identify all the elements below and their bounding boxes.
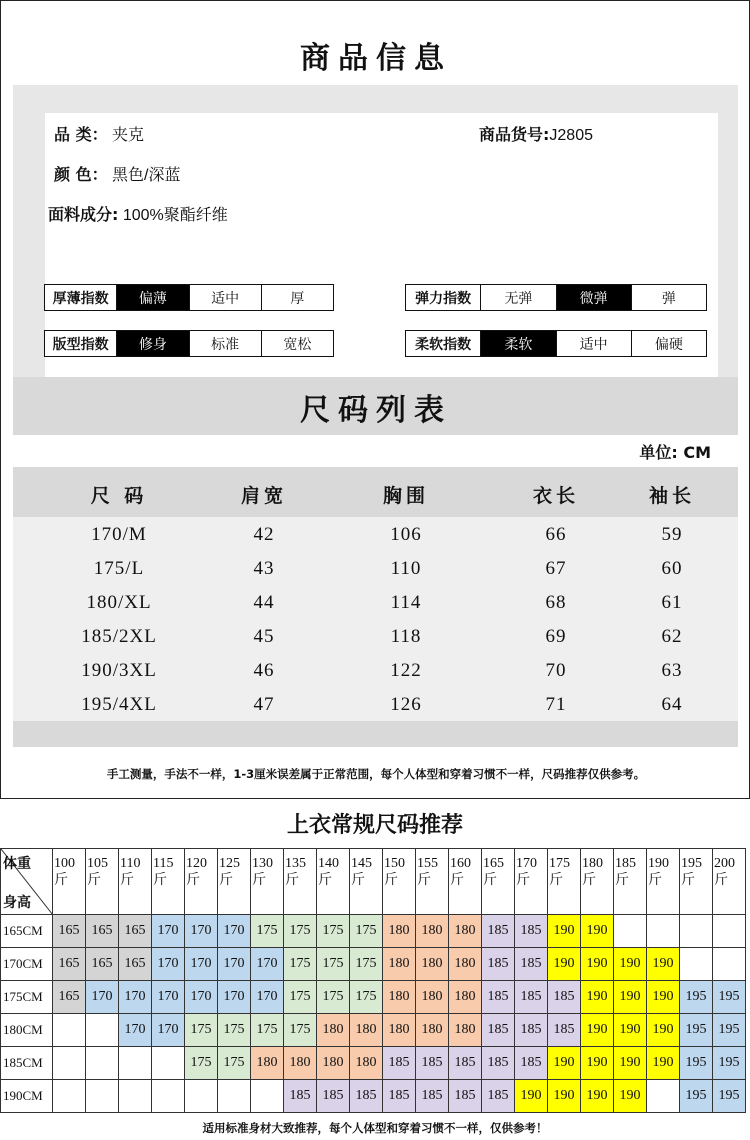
weight-value: 190	[648, 856, 669, 871]
size-table-cell: 122	[390, 660, 422, 681]
category-value: 夹克	[112, 127, 145, 144]
thickness-option-thick: 厚	[261, 285, 333, 310]
recommend-cell: 195	[680, 1014, 713, 1047]
size-table-cell: 44	[253, 592, 275, 613]
weight-header	[317, 849, 350, 915]
size-table-cell: 62	[661, 626, 683, 647]
size-table-cell: 66	[545, 524, 567, 545]
weight-unit: 斤	[54, 873, 68, 888]
recommend-cell: 170	[152, 948, 185, 981]
recommend-cell: 170	[152, 981, 185, 1014]
recommend-cell	[86, 1080, 119, 1113]
size-row-label: 195/4XL	[81, 694, 157, 715]
recommend-row	[1, 981, 746, 1014]
height-label: 185CM	[1, 1047, 53, 1080]
color-label: 颜 色：	[54, 165, 108, 184]
size-table-cell: 45	[253, 626, 275, 647]
weight-header	[350, 849, 383, 915]
recommend-cell	[53, 1014, 86, 1047]
weight-unit: 斤	[648, 873, 662, 888]
recommend-cell: 190	[581, 1047, 614, 1080]
recommend-cell: 170	[119, 981, 152, 1014]
elasticity-option-stretch: 弹	[631, 285, 706, 310]
size-table-cell: 126	[390, 694, 422, 715]
weight-unit: 斤	[714, 873, 728, 888]
recommend-cell: 180	[449, 948, 482, 981]
recommend-cell: 185	[482, 1014, 515, 1047]
size-row-label: 170/M	[91, 524, 147, 545]
weight-value: 170	[516, 856, 537, 871]
weight-value: 145	[351, 856, 372, 871]
fabric-row	[48, 202, 228, 225]
weight-header	[548, 849, 581, 915]
recommend-cell: 180	[449, 981, 482, 1014]
col-head-shoulder: 肩宽	[240, 485, 288, 507]
recommend-cell: 185	[482, 948, 515, 981]
col-head-chest: 胸围	[382, 485, 430, 507]
recommend-cell: 185	[416, 1047, 449, 1080]
recommend-cell: 190	[581, 1014, 614, 1047]
weight-header	[86, 849, 119, 915]
weight-unit: 斤	[153, 873, 167, 888]
recommend-cell: 170	[185, 981, 218, 1014]
recommend-cell: 190	[581, 948, 614, 981]
recommend-cell	[86, 1047, 119, 1080]
height-axis-label: 身高	[3, 896, 31, 911]
weight-header	[449, 849, 482, 915]
recommend-cell: 190	[614, 1047, 647, 1080]
weight-header	[680, 849, 713, 915]
recommend-cell: 175	[185, 1014, 218, 1047]
recommend-cell: 170	[218, 915, 251, 948]
softness-option-medium: 适中	[556, 331, 631, 356]
weight-value: 120	[186, 856, 207, 871]
recommend-cell: 175	[284, 948, 317, 981]
recommend-row	[1, 948, 746, 981]
recommend-cell: 195	[713, 1080, 746, 1113]
recommend-cell: 180	[317, 1014, 350, 1047]
recommend-cell: 170	[251, 981, 284, 1014]
recommend-cell: 190	[581, 1080, 614, 1113]
recommend-cell: 195	[713, 981, 746, 1014]
recommend-cell: 170	[152, 1014, 185, 1047]
weight-value: 155	[417, 856, 438, 871]
col-head-size: 尺 码	[90, 485, 148, 507]
weight-value: 180	[582, 856, 603, 871]
item-no-value: J2805	[549, 127, 593, 144]
recommend-cell: 175	[317, 948, 350, 981]
recommend-cell: 185	[449, 1047, 482, 1080]
thickness-option-thin: 偏薄	[116, 285, 188, 310]
fabric-value: 100%聚酯纤维	[122, 207, 228, 224]
weight-value: 160	[450, 856, 471, 871]
size-table-cell: 43	[253, 558, 275, 579]
size-table-cell: 46	[253, 660, 275, 681]
softness-index-label: 柔软指数	[415, 336, 472, 353]
recommend-cell: 175	[251, 1014, 284, 1047]
weight-unit: 斤	[120, 873, 134, 888]
fit-index	[44, 330, 334, 357]
fabric-label: 面料成分:	[48, 205, 119, 224]
recommend-cell: 190	[647, 1014, 680, 1047]
recommend-cell: 185	[548, 1014, 581, 1047]
recommend-cell: 180	[383, 1014, 416, 1047]
softness-index	[405, 330, 707, 357]
recommend-row	[1, 1080, 746, 1113]
size-table-cell: 69	[545, 626, 567, 647]
height-label: 165CM	[1, 915, 53, 948]
recommend-row	[1, 915, 746, 948]
weight-header	[152, 849, 185, 915]
recommend-cell	[152, 1080, 185, 1113]
recommend-cell: 195	[713, 1014, 746, 1047]
size-table-cell: 70	[545, 660, 567, 681]
recommend-cell: 185	[515, 915, 548, 948]
weight-header	[383, 849, 416, 915]
size-table-cell: 110	[390, 558, 422, 579]
recommend-cell: 165	[119, 948, 152, 981]
weight-value: 140	[318, 856, 339, 871]
weight-value: 100	[54, 856, 75, 871]
recommend-row	[1, 1047, 746, 1080]
recommend-cell: 185	[284, 1080, 317, 1113]
recommend-cell: 180	[383, 948, 416, 981]
recommend-cell	[185, 1080, 218, 1113]
recommend-cell: 185	[383, 1080, 416, 1113]
recommend-cell: 180	[317, 1047, 350, 1080]
weight-header	[482, 849, 515, 915]
recommend-cell: 175	[317, 915, 350, 948]
weight-unit: 斤	[516, 873, 530, 888]
recommend-cell: 190	[614, 1080, 647, 1113]
recommend-cell: 180	[449, 1014, 482, 1047]
product-info-title: 商品信息	[300, 41, 452, 76]
recommend-cell: 180	[416, 948, 449, 981]
size-table-cell: 47	[253, 694, 275, 715]
weight-unit: 斤	[615, 873, 629, 888]
recommend-cell: 185	[482, 981, 515, 1014]
measure-note: 手工测量，手法不一样，1-3厘米误差属于正常范围，每个人体型和穿着习惯不一样，尺码推荐仅供参考。	[106, 767, 646, 781]
weight-unit: 斤	[681, 873, 695, 888]
recommend-cell	[251, 1080, 284, 1113]
weight-value: 150	[384, 856, 405, 871]
col-head-length: 衣长	[532, 485, 580, 507]
recommend-cell: 165	[53, 981, 86, 1014]
weight-value: 135	[285, 856, 306, 871]
recommend-cell	[680, 948, 713, 981]
recommend-cell: 170	[152, 915, 185, 948]
recommend-cell: 190	[548, 948, 581, 981]
size-row-label: 185/2XL	[81, 626, 157, 647]
recommend-cell: 175	[284, 1014, 317, 1047]
weight-header	[515, 849, 548, 915]
recommend-cell: 185	[317, 1080, 350, 1113]
recommend-cell: 180	[449, 915, 482, 948]
fit-option-standard: 标准	[189, 331, 261, 356]
elasticity-index-label: 弹力指数	[415, 290, 472, 307]
recommend-cell: 195	[680, 1047, 713, 1080]
recommend-cell: 175	[317, 981, 350, 1014]
weight-header	[53, 849, 86, 915]
weight-value: 200	[714, 856, 735, 871]
thickness-option-medium: 适中	[189, 285, 261, 310]
weight-value: 185	[615, 856, 636, 871]
weight-unit: 斤	[219, 873, 233, 888]
recommend-cell: 190	[614, 981, 647, 1014]
color-value: 黑色/深蓝	[112, 167, 181, 184]
weight-value: 110	[120, 856, 141, 871]
color-row	[54, 162, 180, 185]
recommend-cell	[53, 1047, 86, 1080]
size-table-cell: 67	[545, 558, 567, 579]
weight-header	[713, 849, 746, 915]
weight-header	[284, 849, 317, 915]
item-no-label: 商品货号:	[479, 125, 550, 144]
recommend-cell: 170	[185, 948, 218, 981]
recommend-cell: 180	[284, 1047, 317, 1080]
weight-header	[647, 849, 680, 915]
weight-value: 115	[153, 856, 174, 871]
recommend-cell: 165	[86, 915, 119, 948]
recommend-cell: 165	[86, 948, 119, 981]
elasticity-index	[405, 284, 707, 311]
size-table-cell: 42	[253, 524, 275, 545]
recommend-cell: 190	[548, 915, 581, 948]
recommend-cell: 180	[416, 915, 449, 948]
height-label: 175CM	[1, 981, 53, 1014]
weight-value: 105	[87, 856, 108, 871]
recommend-cell: 190	[647, 981, 680, 1014]
recommend-cell: 180	[350, 1047, 383, 1080]
size-table-cell: 118	[390, 626, 422, 647]
recommend-cell: 185	[350, 1080, 383, 1113]
recommend-cell	[152, 1047, 185, 1080]
recommend-cell: 185	[482, 915, 515, 948]
recommend-cell: 180	[251, 1047, 284, 1080]
recommend-cell: 185	[515, 981, 548, 1014]
softness-option-soft: 柔软	[480, 331, 555, 356]
item-no-row	[479, 122, 593, 145]
recommend-cell: 175	[251, 915, 284, 948]
recommend-cell: 190	[614, 1014, 647, 1047]
recommend-cell: 170	[185, 915, 218, 948]
recommend-cell: 165	[53, 915, 86, 948]
weight-value: 130	[252, 856, 273, 871]
weight-header	[416, 849, 449, 915]
size-table-cell: 63	[661, 660, 683, 681]
recommend-cell	[218, 1080, 251, 1113]
recommend-cell: 185	[449, 1080, 482, 1113]
recommend-cell: 175	[218, 1047, 251, 1080]
recommend-cell: 185	[482, 1080, 515, 1113]
recommend-cell	[680, 915, 713, 948]
weight-axis-label: 体重	[3, 857, 31, 872]
recommend-cell: 185	[515, 948, 548, 981]
recommend-cell	[119, 1047, 152, 1080]
recommend-cell	[647, 915, 680, 948]
recommend-cell: 190	[515, 1080, 548, 1113]
fit-option-loose: 宽松	[261, 331, 333, 356]
thickness-index	[44, 284, 334, 311]
recommend-cell: 185	[416, 1080, 449, 1113]
recommend-cell: 175	[284, 915, 317, 948]
recommend-cell: 185	[383, 1047, 416, 1080]
fit-option-slim: 修身	[116, 331, 188, 356]
size-row-label: 190/3XL	[81, 660, 157, 681]
recommend-cell: 185	[515, 1047, 548, 1080]
corner-cell	[1, 849, 53, 915]
weight-header	[218, 849, 251, 915]
recommend-cell: 185	[548, 981, 581, 1014]
weight-header	[119, 849, 152, 915]
weight-header	[251, 849, 284, 915]
weight-value: 195	[681, 856, 702, 871]
recommend-cell	[713, 915, 746, 948]
recommend-cell: 195	[713, 1047, 746, 1080]
recommend-cell	[86, 1014, 119, 1047]
weight-header	[581, 849, 614, 915]
thickness-index-label: 厚薄指数	[52, 290, 109, 307]
recommend-cell: 180	[416, 981, 449, 1014]
recommend-cell: 190	[581, 981, 614, 1014]
recommend-cell: 185	[482, 1047, 515, 1080]
recommend-cell: 170	[251, 948, 284, 981]
weight-unit: 斤	[252, 873, 266, 888]
recommend-cell: 170	[218, 981, 251, 1014]
recommend-cell: 180	[383, 915, 416, 948]
weight-unit: 斤	[285, 873, 299, 888]
weight-unit: 斤	[87, 873, 101, 888]
weight-unit: 斤	[483, 873, 497, 888]
recommend-cell: 180	[416, 1014, 449, 1047]
weight-value: 165	[483, 856, 504, 871]
recommend-cell: 180	[350, 1014, 383, 1047]
weight-value: 175	[549, 856, 570, 871]
weight-unit: 斤	[186, 873, 200, 888]
size-table-title: 尺码列表	[300, 393, 452, 428]
recommend-cell: 185	[515, 1014, 548, 1047]
size-table-cell: 60	[661, 558, 683, 579]
recommend-cell: 195	[680, 981, 713, 1014]
weight-header	[614, 849, 647, 915]
height-label: 180CM	[1, 1014, 53, 1047]
recommend-cell: 175	[350, 981, 383, 1014]
recommend-cell: 170	[119, 1014, 152, 1047]
size-table-cell: 64	[661, 694, 683, 715]
size-table-cell: 106	[390, 524, 422, 545]
elasticity-option-none: 无弹	[480, 285, 555, 310]
recommend-cell	[647, 1080, 680, 1113]
weight-value: 125	[219, 856, 240, 871]
category-row	[54, 122, 144, 145]
size-row-label: 175/L	[93, 558, 145, 579]
recommend-cell: 175	[350, 915, 383, 948]
size-table-cell: 71	[545, 694, 567, 715]
recommend-cell: 175	[284, 981, 317, 1014]
recommend-cell: 170	[218, 948, 251, 981]
category-label: 品 类：	[54, 125, 108, 144]
recommend-cell: 190	[614, 948, 647, 981]
recommend-cell: 195	[680, 1080, 713, 1113]
col-head-sleeve: 袖长	[648, 485, 696, 507]
size-table-cell: 114	[390, 592, 422, 613]
size-table-cell: 59	[661, 524, 683, 545]
recommend-note: 适用标准身材大致推荐，每个人体型和穿着习惯不一样，仅供参考！	[202, 1121, 548, 1135]
recommend-cell: 175	[218, 1014, 251, 1047]
size-table-cell: 61	[661, 592, 683, 613]
weight-unit: 斤	[549, 873, 563, 888]
recommend-cell: 170	[86, 981, 119, 1014]
size-table-footer-band	[13, 721, 738, 747]
recommend-cell: 190	[647, 948, 680, 981]
weight-unit: 斤	[417, 873, 431, 888]
recommend-cell: 165	[53, 948, 86, 981]
recommend-cell: 175	[185, 1047, 218, 1080]
recommend-cell: 190	[581, 915, 614, 948]
recommend-cell: 190	[548, 1080, 581, 1113]
recommend-title: 上衣常规尺码推荐	[286, 813, 463, 838]
recommend-cell: 165	[119, 915, 152, 948]
recommend-cell	[614, 915, 647, 948]
weight-unit: 斤	[450, 873, 464, 888]
recommend-table	[0, 848, 746, 1113]
weight-unit: 斤	[384, 873, 398, 888]
height-label: 170CM	[1, 948, 53, 981]
height-label: 190CM	[1, 1080, 53, 1113]
recommend-cell: 190	[548, 1047, 581, 1080]
fit-index-label: 版型指数	[52, 336, 109, 353]
size-row-label: 180/XL	[86, 592, 152, 613]
weight-unit: 斤	[582, 873, 596, 888]
recommend-cell: 190	[647, 1047, 680, 1080]
recommend-row	[1, 1014, 746, 1047]
elasticity-option-slight: 微弹	[556, 285, 631, 310]
recommend-cell	[713, 948, 746, 981]
weight-unit: 斤	[351, 873, 365, 888]
softness-option-firm: 偏硬	[631, 331, 706, 356]
recommend-cell: 175	[350, 948, 383, 981]
recommend-cell: 180	[383, 981, 416, 1014]
recommend-cell	[119, 1080, 152, 1113]
recommend-cell	[53, 1080, 86, 1113]
weight-header	[185, 849, 218, 915]
weight-unit: 斤	[318, 873, 332, 888]
size-table-cell: 68	[545, 592, 567, 613]
unit-label: 单位: CM	[639, 443, 711, 462]
